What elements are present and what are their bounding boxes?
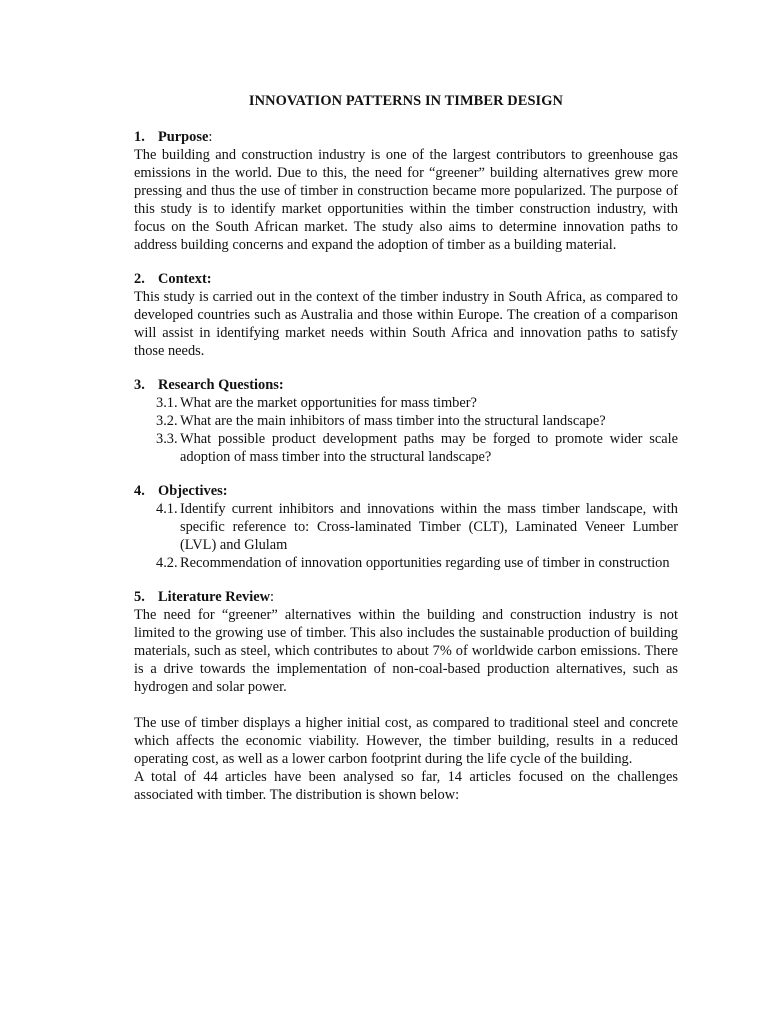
item-number: 3.1. — [156, 395, 178, 411]
section-heading — [134, 376, 678, 394]
research-questions-list — [134, 394, 678, 466]
paragraph: This study is carried out in the context of the timber industry in South Africa, as compared to developed countries such as Australia and those within Europe. The creation of a comparison will assist in identifying market needs within South Africa and innovation paths to satisfy those needs. — [134, 289, 678, 359]
section-title: Literature Review — [158, 589, 271, 605]
section-purpose — [134, 128, 678, 254]
item-text: Recommendation of innovation opportunities regarding use of timber in construction — [180, 555, 670, 571]
list-item — [134, 554, 678, 572]
paragraph: The need for “greener” alternatives within the building and construction industry is not limited to the growing use of timber. This also includes the sustainable production of building materials, such as steel, which contributes to about 7% of worldwide carbon emissions. There is a drive towards the implementation of non-coal-based production alternatives, such as hydrogen and solar power. — [134, 607, 678, 695]
document-page — [134, 92, 678, 820]
section-heading — [134, 588, 678, 606]
item-number: 3.3. — [156, 431, 178, 447]
heading-colon: : — [270, 589, 275, 605]
list-item — [134, 412, 678, 430]
item-text: What are the main inhibitors of mass timber into the structural landscape? — [180, 413, 606, 429]
section-title: Context: — [158, 271, 212, 287]
section-heading — [134, 482, 678, 500]
section-heading — [134, 128, 678, 146]
item-number: 4.2. — [156, 555, 178, 571]
section-title: Purpose — [158, 129, 209, 145]
section-literature-review — [134, 588, 678, 804]
document-title: INNOVATION PATTERNS IN TIMBER DESIGN — [248, 93, 564, 109]
section-research-questions — [134, 376, 678, 466]
paragraph: The building and construction industry is one of the largest contributors to greenhouse gas emissions in the world. Due to this, the need for “greener” building alternatives grew more pressing and thus the use of timber in construction became more popularized. The purpose of this study is to identify market opportunities within the timber construction industry, with focus on the South African market. The study also aims to determine innovation paths to address building concerns and expand the adoption of timber as a building material. — [134, 147, 678, 253]
section-title: Objectives: — [158, 483, 228, 499]
item-text: What possible product development paths may be forged to promote wider scale adoption of mass timber into the structural landscape? — [180, 431, 678, 465]
section-objectives — [134, 482, 678, 572]
section-heading — [134, 270, 678, 288]
section-number: 5. — [134, 589, 145, 605]
list-item — [134, 500, 678, 554]
section-title: Research Questions: — [158, 377, 284, 393]
list-item — [134, 394, 678, 412]
heading-colon: : — [208, 129, 213, 145]
item-text: What are the market opportunities for mass timber? — [180, 395, 477, 411]
paragraph: The use of timber displays a higher initial cost, as compared to traditional steel and concrete which affects the economic viability. However, the timber building, results in a reduced operating cost, as well as a lower carbon footprint during the life cycle of the building. — [134, 715, 678, 767]
section-number: 3. — [134, 377, 145, 393]
section-number: 1. — [134, 129, 145, 145]
item-number: 4.1. — [156, 501, 178, 517]
list-item — [134, 430, 678, 466]
section-context — [134, 270, 678, 360]
objectives-list — [134, 500, 678, 572]
item-number: 3.2. — [156, 413, 178, 429]
paragraph: A total of 44 articles have been analysed so far, 14 articles focused on the challenges associated with timber. The distribution is shown below: — [134, 769, 678, 803]
section-number: 2. — [134, 271, 145, 287]
item-text: Identify current inhibitors and innovations within the mass timber landscape, with specific reference to: Cross-laminated Timber (CLT), Laminated Veneer Lumber (LVL) and Glulam — [180, 501, 678, 553]
section-number: 4. — [134, 483, 145, 499]
